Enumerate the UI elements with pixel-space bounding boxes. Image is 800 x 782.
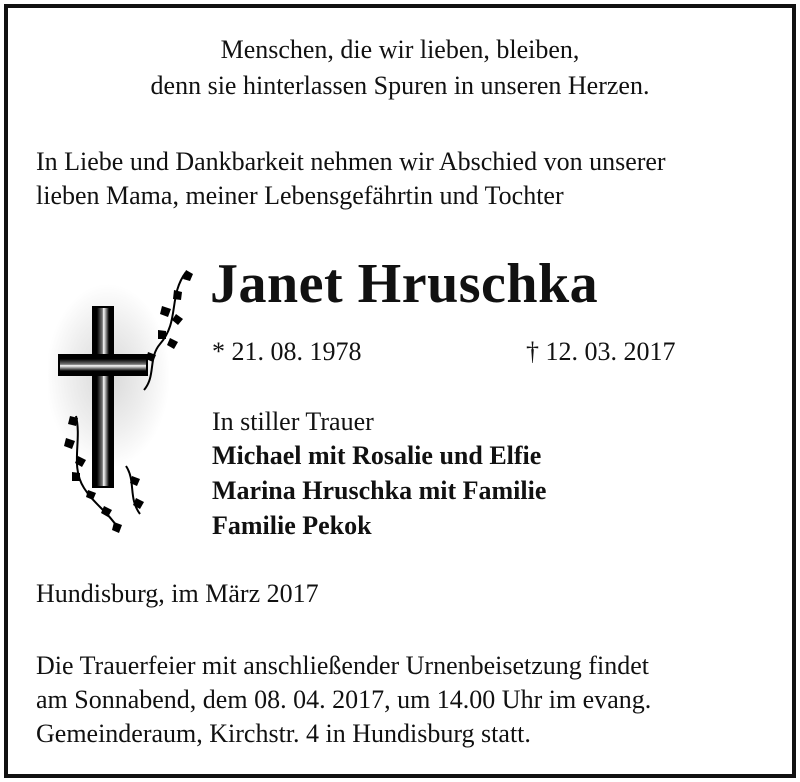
- intro-line-2: lieben Mama, meiner Lebensgefährtin und Tochter: [36, 181, 564, 210]
- mourner-name: Michael mit Rosalie und Elfie: [212, 441, 542, 470]
- funeral-line-1: Die Trauerfeier mit anschließender Urnenbeisetzung findet: [36, 651, 649, 680]
- mourner-name: Familie Pekok: [212, 511, 372, 540]
- cross-with-ivy-icon: [48, 266, 198, 538]
- deceased-name: Janet Hruschka: [210, 253, 599, 315]
- funeral-line-3: Gemeinderaum, Kirchstr. 4 in Hundisburg statt.: [36, 719, 531, 748]
- intro-line-1: In Liebe und Dankbarkeit nehmen wir Abschied von unserer: [36, 147, 666, 176]
- death-date: † 12. 03. 2017: [526, 337, 676, 366]
- mourners-heading: In stiller Trauer: [212, 407, 374, 436]
- birth-date: * 21. 08. 1978: [212, 337, 362, 366]
- place-date: Hundisburg, im März 2017: [36, 579, 319, 608]
- obituary-notice: [4, 4, 796, 778]
- motto-line-2: denn sie hinterlassen Spuren in unseren Herzen.: [150, 71, 650, 100]
- funeral-line-2: am Sonnabend, dem 08. 04. 2017, um 14.00 Uhr im evang.: [36, 685, 652, 714]
- motto-line-1: Menschen, die wir lieben, bleiben,: [220, 35, 580, 64]
- mourner-name: Marina Hruschka mit Familie: [212, 476, 547, 505]
